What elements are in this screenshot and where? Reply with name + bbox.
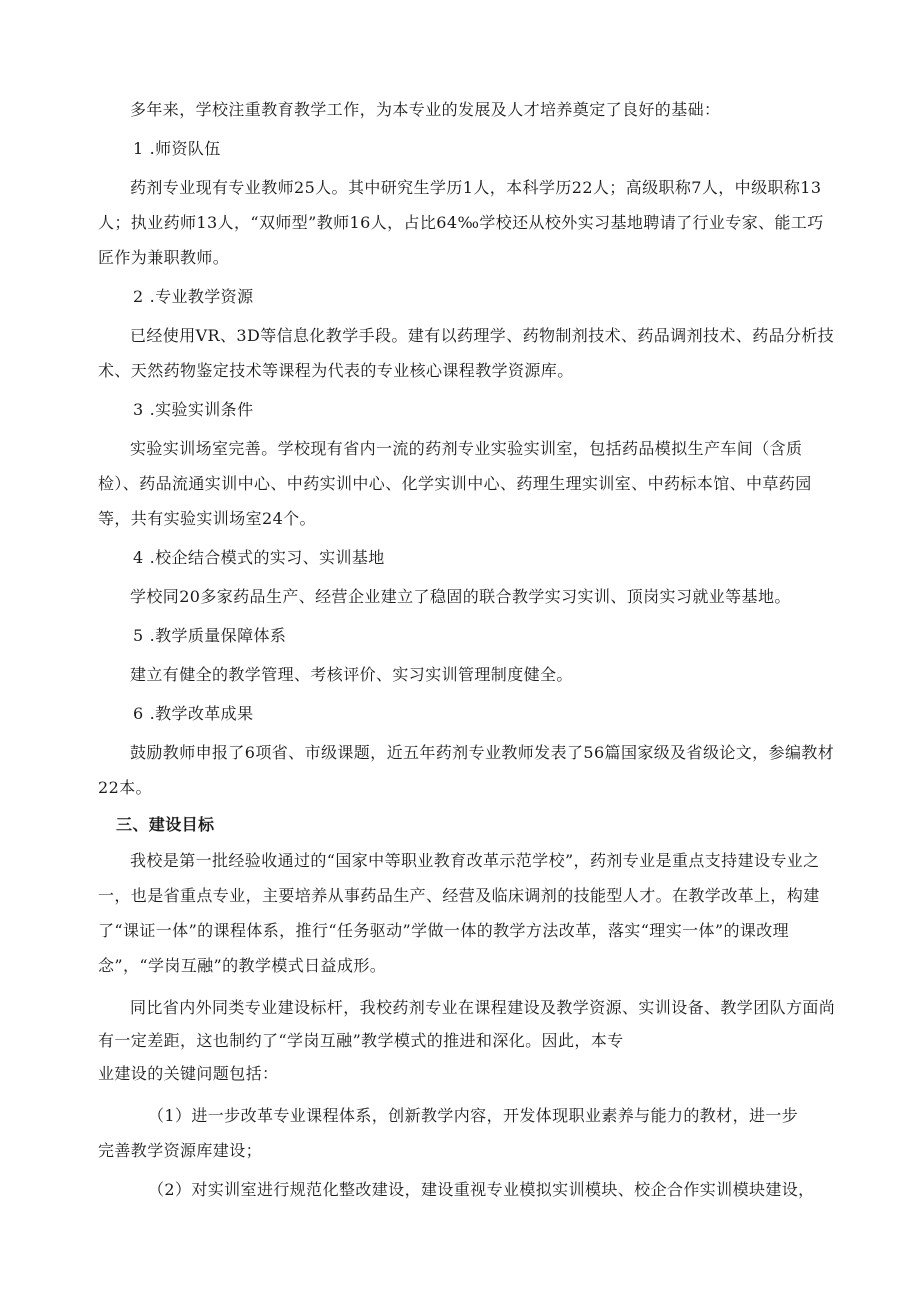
goal-paragraph-1: 我校是第一批经验收通过的“国家中等职业教育改革示范学校”，药剂专业是重点支持建设专业之一，也是省重点专业，主要培养从事药品生产、经营及临床调剂的技能型人才。在教学改革上，构建了“课证一体”的课程体系，推行“任务驱动”学做一体的教学方法改革，落实“理实一体”的课改理念”，“学岗互融”的教学模式日益成形。 — [98, 851, 820, 975]
section-heading-4 — [98, 540, 840, 575]
section-heading-2 — [98, 279, 840, 314]
issue-item-2 — [98, 1172, 840, 1207]
section-number: 5 — [133, 626, 144, 645]
issue-item-2-first-line: （2）对实训室进行规范化整改建设，建设重视专业模拟实训模块、校企合作实训模块建设， — [148, 1180, 815, 1199]
section-body-2: 已经使用VR、3D等信息化教学手段。建有以药理学、药物制剂技术、药品调剂技术、药品分析技术、天然药物鉴定技术等课程为代表的专业核心课程教学资源库。 — [98, 326, 835, 380]
section-number: 2 — [133, 287, 144, 306]
section-body-1: 药剂专业现有专业教师25人。其中研究生学历1人，本科学历22人；高级职称7人，中级职称13人；执业药师13人，“双师型”教师16人，占比64‰学校还从校外实习基地聘请了行业专家、能工巧匠作为兼职教师。 — [98, 178, 824, 267]
section-heading-5 — [98, 618, 840, 653]
section-title: .师资队伍 — [149, 139, 221, 158]
goal-paragraph-2-continued: 业建设的关键问题包括： — [98, 1064, 279, 1083]
section-title: .专业教学资源 — [149, 287, 254, 306]
goal-paragraph-2-text: 同比省内外同类专业建设标杆，我校药剂专业在课程建设及教学资源、实训设备、教学团队方面尚有一定差距，这也制约了“学岗互融”教学模式的推进和深化。因此，本专 — [98, 998, 836, 1050]
issue-item-1-rest: 完善教学资源库建设； — [98, 1141, 263, 1160]
section-number: 3 — [133, 400, 144, 419]
section-title: .教学改革成果 — [149, 704, 254, 723]
section-three-title: 三、建设目标 — [116, 815, 215, 834]
section-number: 1 — [133, 139, 144, 158]
section-body-5: 建立有健全的教学管理、考核评价、实习实训管理制度健全。 — [130, 665, 573, 684]
section-heading-3 — [98, 392, 840, 427]
section-body-3: 实验实训场室完善。学校现有省内一流的药剂专业实验实训室，包括药品模拟生产车间（含质检）、药品流通实训中心、中药实训中心、化学实训中心、药理生理实训室、中药标本馆、中草药园等，共有实验实训场室24个。 — [98, 439, 812, 528]
issue-item-1 — [98, 1098, 840, 1168]
section-number: 4 — [133, 548, 144, 567]
section-heading-1 — [98, 131, 840, 166]
section-title: .实验实训条件 — [149, 400, 254, 419]
goal-paragraph-2 — [98, 991, 840, 1057]
section-title: .教学质量保障体系 — [149, 626, 287, 645]
section-title: .校企结合模式的实习、实训基地 — [149, 548, 385, 567]
section-number: 6 — [133, 704, 144, 723]
section-heading-6 — [98, 696, 840, 731]
section-body-6: 鼓励教师申报了6项省、市级课题，近五年药剂专业教师发表了56篇国家级及省级论文，参编教材22本。 — [98, 743, 835, 797]
issue-item-1-first-line: （1）进一步改革专业课程体系，创新教学内容，开发体现职业素养与能力的教材，进一步 — [148, 1106, 799, 1125]
section-body-4: 学校同20多家药品生产、经营企业建立了稳固的联合教学实习实训、顶岗实习就业等基地。 — [130, 587, 791, 606]
intro-paragraph: 多年来，学校注重教育教学工作，为本专业的发展及人才培养奠定了良好的基础： — [130, 100, 721, 119]
